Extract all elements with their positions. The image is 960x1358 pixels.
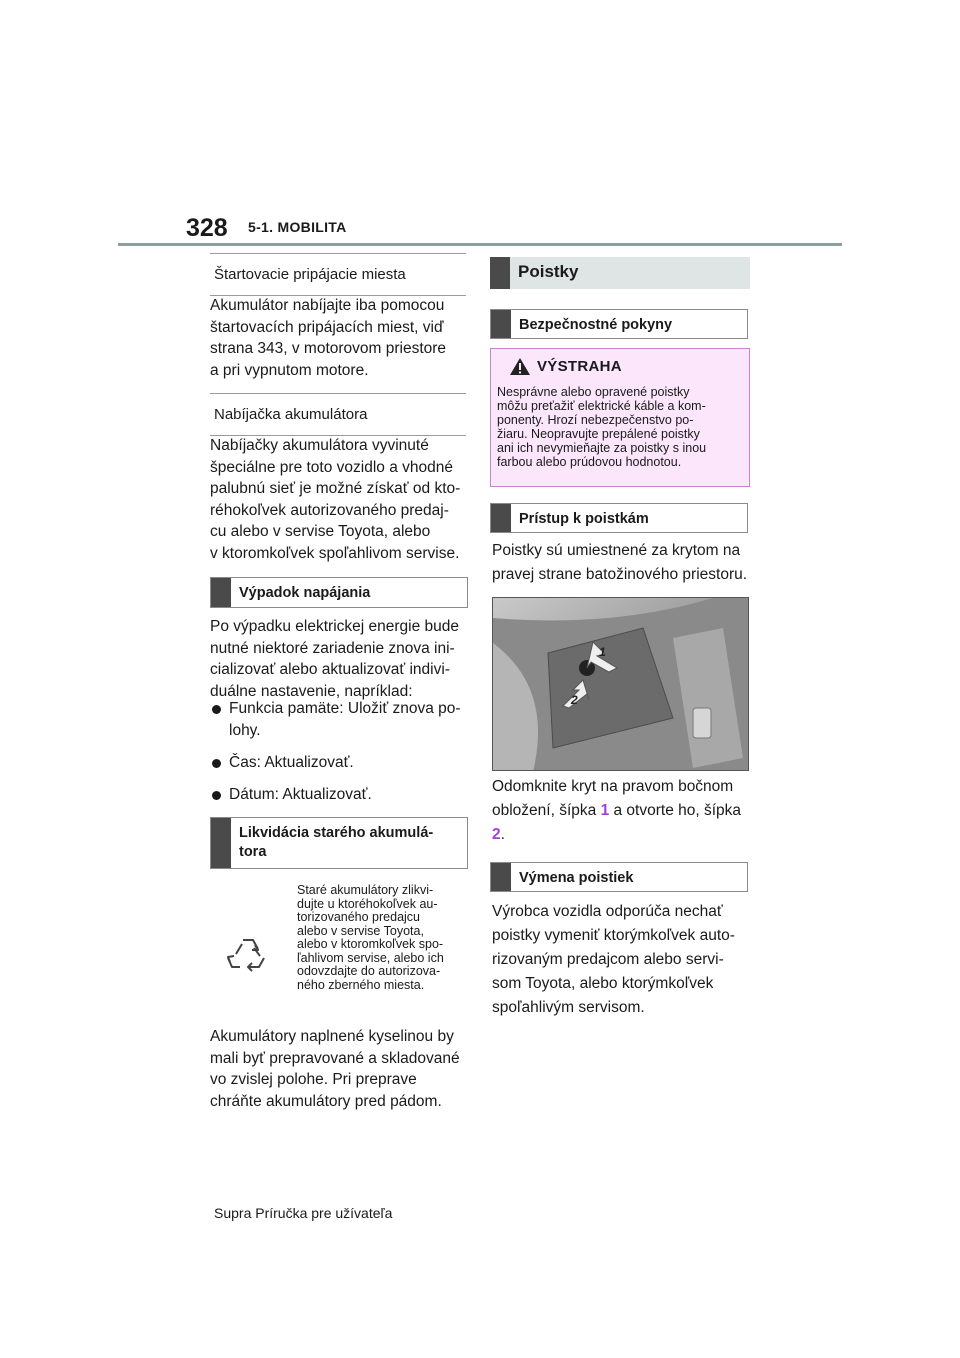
text-run: obložení, šípka xyxy=(492,802,601,819)
paragraph-start-points xyxy=(210,295,470,381)
paragraph-power-outage xyxy=(210,616,472,702)
trunk-cover-photo xyxy=(492,597,749,771)
heading-fuse-access xyxy=(490,503,748,533)
warning-body xyxy=(497,385,743,469)
heading-line: tora xyxy=(239,844,267,860)
line: ného zberného miesta. xyxy=(297,977,425,992)
heading-text: Prístup k poistkám xyxy=(519,511,649,527)
line: odovzdajte do autorizova- xyxy=(297,964,441,978)
list-item-text: Funkcia pamäte: Uložiť znova po- lohy. xyxy=(229,700,461,739)
line: réhokoľvek autorizovaného predaj- xyxy=(210,501,449,519)
line: pravej strane batožinového priestoru. xyxy=(492,566,748,583)
line: cializovať alebo aktualizovať indivi- xyxy=(210,661,450,678)
line: cu alebo v servise Toyota, alebo xyxy=(210,523,431,540)
line: Výrobca vozidla odporúča nechať xyxy=(492,903,723,920)
line: nutné niektoré zariadenie znova ini- xyxy=(210,639,455,657)
line: palubnú sieť je možné získať od kto- xyxy=(210,480,461,497)
line: Poistky sú umiestnené za krytom na xyxy=(492,542,741,559)
line: strana 343, v motorovom priestore xyxy=(210,340,447,357)
list-item xyxy=(210,698,472,742)
line: Staré akumulátory zlikvi- xyxy=(297,883,434,897)
heading-text: Výmena poistiek xyxy=(519,870,634,886)
heading-text: Poistky xyxy=(518,262,579,281)
line: mali byť prepravované a skladované xyxy=(210,1049,460,1067)
heading-battery-disposal xyxy=(210,817,468,869)
photo-arrow-label-2: 2 xyxy=(571,693,578,707)
heading-bar xyxy=(491,504,511,532)
photo-arrow-label-1: 1 xyxy=(599,645,606,659)
line: žiaru. Neopravujte prepálené poistky xyxy=(497,427,700,441)
header-rule xyxy=(118,243,842,246)
list-item xyxy=(210,752,472,774)
text-run: . xyxy=(500,826,505,843)
line: Odomknite kryt na pravom bočnom xyxy=(492,778,734,795)
line: chráňte akumulátory pred pádom. xyxy=(210,1092,442,1110)
line: torizovaného predajcu xyxy=(297,910,420,924)
line: v ktoromkoľvek spoľahlivom servise. xyxy=(210,544,460,562)
heading-bar xyxy=(490,257,510,289)
warning-icon xyxy=(509,357,531,376)
subheading-charger: Nabíjačka akumulátora xyxy=(210,393,466,436)
line: duálne nastavenie, napríklad: xyxy=(210,682,413,700)
arrow-ref-2: 2 xyxy=(492,826,501,843)
heading-safety xyxy=(490,309,748,339)
bullet-icon xyxy=(212,705,221,714)
heading-bar xyxy=(491,310,511,338)
line: ľahlivom servise, alebo ich xyxy=(297,950,444,965)
line: poistky vymeniť ktorýmkoľvek auto- xyxy=(492,927,735,944)
text-run: a otvorte ho, šípka xyxy=(609,802,742,819)
line: som Toyota, alebo ktorýmkoľvek xyxy=(492,975,714,992)
heading-text: Výpadok napájania xyxy=(239,585,371,601)
line: Nesprávne alebo opravené poistky xyxy=(497,385,690,399)
line: ani ich nevymieňajte za poistky s inou xyxy=(497,441,707,455)
line xyxy=(492,799,754,823)
line: štartovacích pripájacích miest, viď xyxy=(210,318,444,336)
heading-power-outage xyxy=(210,577,468,608)
line: alebo v ktoromkoľvek spo- xyxy=(297,937,444,951)
warning-title: VÝSTRAHA xyxy=(537,358,622,375)
list-item-text: Dátum: Aktualizovať. xyxy=(229,786,372,803)
paragraph-charger xyxy=(210,435,472,564)
heading-line: Likvidácia starého akumulá- xyxy=(239,825,434,841)
line: Akumulátor nabíjajte iba pomocou xyxy=(210,297,445,314)
list-item-text: Čas: Aktualizovať. xyxy=(229,754,354,771)
footer-text: Supra Príručka pre užívateľa xyxy=(214,1205,393,1221)
bullet-icon xyxy=(212,759,221,768)
line: Akumulátory naplnené kyselinou by xyxy=(210,1028,454,1045)
line: môžu preťažiť elektrické káble a kom- xyxy=(497,399,706,413)
subheading-start-points: Štartovacie pripájacie miesta xyxy=(210,253,466,296)
line: spoľahlivým servisom. xyxy=(492,999,645,1016)
line: farbou alebo prúdovou hodnotou. xyxy=(497,455,682,469)
recycle-icon xyxy=(226,936,270,981)
paragraph-replacement xyxy=(492,900,754,1020)
paragraph-open-cover xyxy=(492,775,754,847)
line: vo zvislej polohe. Pri preprave xyxy=(210,1071,417,1088)
heading-bar xyxy=(491,863,511,891)
line: alebo v servise Toyota, xyxy=(297,923,424,938)
line: rizovaným predajcom alebo servi- xyxy=(492,951,724,968)
line: Nabíjačky akumulátora vyvinuté xyxy=(210,437,429,454)
paragraph-fuse-location xyxy=(492,539,754,587)
recycle-note xyxy=(297,884,467,992)
heading-text xyxy=(231,818,441,868)
bullet-icon xyxy=(212,791,221,800)
line: Po výpadku elektrickej energie bude xyxy=(210,618,460,635)
bullet-list xyxy=(210,698,472,816)
line: dujte u ktoréhokoľvek au- xyxy=(297,896,438,911)
section-title: 5-1. MOBILITA xyxy=(248,219,347,235)
heading-bar xyxy=(211,818,231,868)
paragraph-transport xyxy=(210,1026,472,1112)
line: ponenty. Hrozí nebezpečenstvo po- xyxy=(497,413,694,427)
line: špeciálne pre toto vozidlo a vhodné xyxy=(210,458,453,476)
heading-text: Bezpečnostné pokyny xyxy=(519,317,673,333)
line xyxy=(492,823,754,847)
warning-box xyxy=(490,348,750,487)
line: a pri vypnutom motore. xyxy=(210,361,369,379)
page-number: 328 xyxy=(186,214,228,242)
list-item xyxy=(210,784,472,806)
heading-fuses xyxy=(490,257,750,289)
heading-fuse-replacement xyxy=(490,862,748,892)
arrow-ref-1: 1 xyxy=(600,802,610,819)
heading-bar xyxy=(211,578,231,607)
